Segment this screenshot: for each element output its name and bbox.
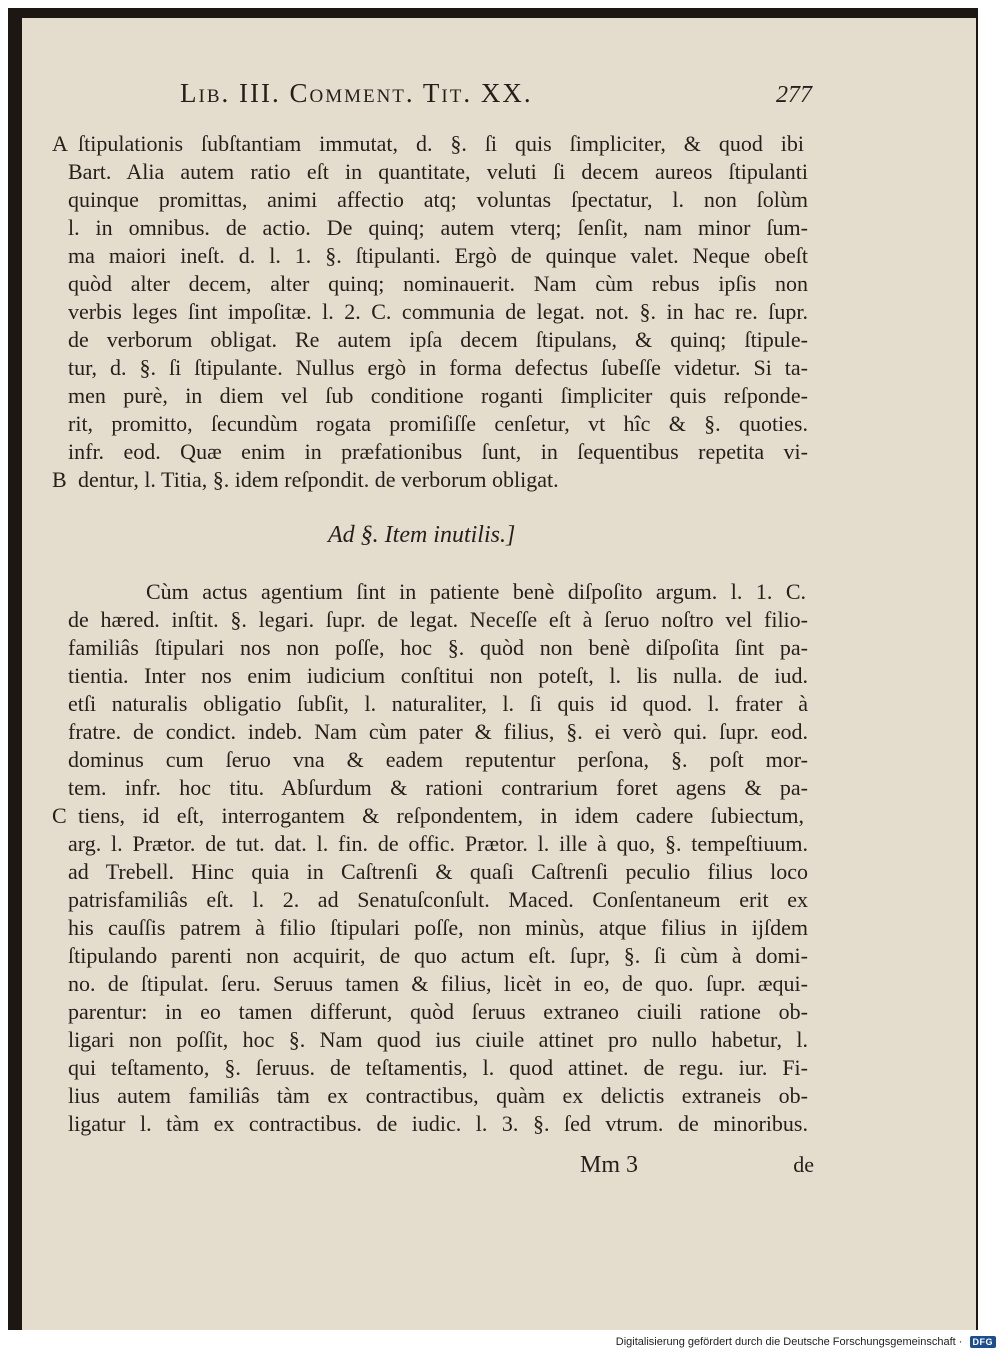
running-head: Lib. III. Comment. Tit. XX. bbox=[180, 78, 533, 108]
signature-mark: Mm 3 bbox=[580, 1152, 639, 1178]
text-line: no. de ſtipulat. ſeru. Seruus tamen & filius, licèt in eo, de quo. ſupr. æqui- bbox=[68, 971, 808, 996]
text-line: tiens, id eſt, interrogantem & reſpondentem, in idem cadere ſubiectum, bbox=[78, 803, 804, 828]
text-line: infr. eod. Quæ enim in præfationibus ſunt, in ſequentibus repetita vi- bbox=[68, 439, 808, 464]
section-heading: Ad §. Item inutilis.] bbox=[328, 522, 516, 548]
catchword: de bbox=[793, 1152, 814, 1177]
margin-mark-b: B bbox=[52, 467, 67, 492]
text-line: quinque promittas, animi affectio atq; voluntas ſpectatur, l. non ſolùm bbox=[68, 187, 808, 212]
text-line: patrisfamiliâs eſt. l. 2. ad Senatuſconſult. Maced. Conſentaneum erit ex bbox=[68, 887, 808, 912]
text-line: rit, promitto, ſecundùm rogata promiſiſſe cenſetur, vt hîc & §. quoties. bbox=[68, 411, 808, 436]
text-line: etſi naturalis obligatio ſubſit, l. naturaliter, l. ſi quis id quod. l. frater à bbox=[68, 691, 808, 716]
text-line: ligatur l. tàm ex contractibus. de iudic. l. 3. §. ſed vtrum. de minoribus. bbox=[68, 1111, 808, 1136]
text-line: Bart. Alia autem ratio eſt in quantitate, veluti ſi decem aureos ſtipulanti bbox=[68, 159, 808, 184]
text-line: tur, d. §. ſi ſtipulante. Nullus ergò in forma defectus ſubeſſe videtur. Si ta- bbox=[68, 355, 808, 380]
text-line: verbis leges ſint impoſitæ. l. 2. C. communia de legat. not. §. in hac re. ſupr. bbox=[68, 299, 808, 324]
text-line: dominus cum ſeruo vna & eadem reputentur perſona, §. poſt mor- bbox=[68, 747, 808, 772]
text-line: l. in omnibus. de actio. De quinq; autem vterq; ſenſit, nam minor ſum- bbox=[68, 215, 808, 240]
dfg-logo-icon: DFG bbox=[970, 1336, 997, 1348]
margin-mark-a: A bbox=[52, 131, 68, 156]
text-line: de verborum obligat. Re autem ipſa decem ſtipulans, & quinq; ſtipule- bbox=[68, 327, 808, 352]
text-line: familiâs ſtipulari nos non poſſe, hoc §. quòd non benè diſpoſita ſint pa- bbox=[68, 635, 808, 660]
text-line: fratre. de condict. indeb. Nam cùm pater & filius, §. ei verò qui. ſupr. eod. bbox=[68, 719, 808, 744]
text-line: qui teſtamento, §. ſeruus. de teſtamentis, l. quod attinet. de regu. iur. Fi- bbox=[68, 1055, 808, 1080]
text-line: ſtipulando parenti non acquirit, de quo actum eſt. ſupr, §. ſi cùm à domi- bbox=[68, 943, 808, 968]
text-line: men purè, in diem vel ſub conditione roganti ſimpliciter quis reſponde- bbox=[68, 383, 808, 408]
text-line: tientia. Inter nos enim iudicium conſtitui non poteſt, l. lis nulla. de iud. bbox=[68, 663, 808, 688]
text-line: tem. infr. hoc titu. Abſurdum & rationi contrarium foret agens & pa- bbox=[68, 775, 808, 800]
text-line: de hæred. inſtit. §. legari. ſupr. de legat. Neceſſe eſt à ſeruo noſtro vel filio- bbox=[68, 607, 808, 632]
text-line: dentur, l. Titia, §. idem reſpondit. de verborum obligat. bbox=[78, 467, 559, 492]
text-line: parentur: in eo tamen differunt, quòd ſeruus extraneo ciuili ratione ob- bbox=[68, 999, 808, 1024]
text-line: quòd alter decem, alter quinq; nominauerit. Nam cùm rebus ipſis non bbox=[68, 271, 808, 296]
text-line: ad Trebell. Hinc quia in Caſtrenſi & quaſi Caſtrenſi peculio filius loco bbox=[68, 859, 808, 884]
digitization-footer bbox=[560, 1336, 996, 1352]
text-line: ligari non poſſit, hoc §. Nam quod ius ciuile attinet pro nullo habetur, l. bbox=[68, 1027, 808, 1052]
footer-text: Digitalisierung gefördert durch die Deutsche Forschungsgemeinschaft · bbox=[615, 1336, 963, 1349]
margin-mark-c: C bbox=[52, 803, 67, 828]
text-line: Cùm actus agentium ſint in patiente benè diſpoſito argum. l. 1. C. bbox=[146, 579, 806, 604]
text-line: arg. l. Prætor. de tut. dat. l. fin. de offic. Prætor. l. ille à quo, §. tempeſtiuum. bbox=[68, 831, 808, 856]
text-line: his cauſſis patrem à filio ſtipulari poſſe, non minùs, atque filius in ijſdem bbox=[68, 915, 808, 940]
text-line: ſtipulationis ſubſtantiam immutat, d. §. ſi quis ſimpliciter, & quod ibi bbox=[78, 131, 804, 156]
text-line: ma maiori ineſt. d. l. 1. §. ſtipulanti. Ergò de quinque valet. Neque obeſt bbox=[68, 243, 808, 268]
folio-number: 277 bbox=[776, 82, 812, 108]
text-line: lius autem familiâs tàm ex contractibus, quàm ex delictis extraneis ob- bbox=[68, 1083, 808, 1108]
